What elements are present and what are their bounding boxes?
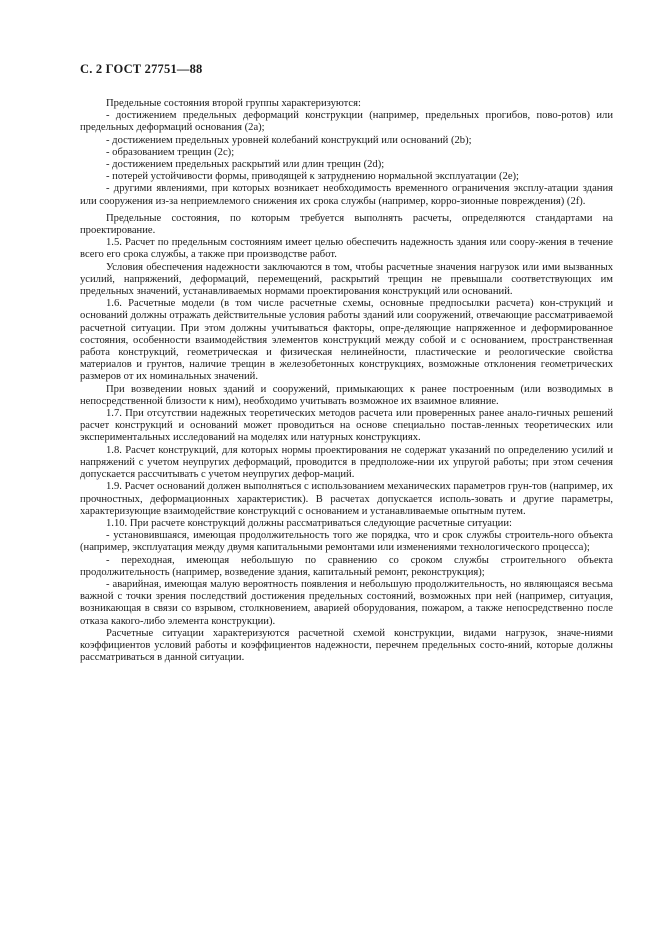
paragraph: - установившаяся, имеющая продолжительность того же порядка, что и срок службы строитель-ного объекта (например, эксплуатация между двумя капитальными ремонтами или изменениями технологического процесса); <box>80 530 613 554</box>
paragraph: Условия обеспечения надежности заключаются в том, чтобы расчетные значения нагрузок или ими вызванных усилий, напряжений, деформаций, перемещений, раскрытий трещин не превышали соответствующих им предельных значений, устанавливаемых нормами проектирования конструкций или оснований. <box>80 261 613 298</box>
paragraph: Предельные состояния второй группы характеризуются: <box>106 98 361 109</box>
paragraph: - достижением предельных уровней колебаний конструкций или оснований (2b); <box>106 134 472 146</box>
paragraph: 1.8. Расчет конструкций, для которых нормы проектирования не содержат указаний по определению усилий и напряжений с учетом неупругих деформаций, проводится в предположе-нии их упругой работы; при этом сечения допускается рассчитывать с учетом неупругих дефор-маций. <box>80 444 613 481</box>
paragraph: 1.7. При отсутствии надежных теоретических методов расчета или проверенных ранее анало-гичных решений расчет конструкций и оснований может проводиться на основе специально постав-ленных теоретических или экспериментальных исследований на моделях или натурных конструкциях. <box>80 408 613 444</box>
paragraph: 1.6. Расчетные модели (в том числе расчетные схемы, основные предпосылки расчета) кон-струкций и оснований должны отражать действительные условия работы зданий или сооружений, отвечающие рассматриваемой расчетной ситуации. При этом должны учитываться факторы, опре-деляющие напряженное и деформированное состояния, особенности взаимодействия элементов конструкций между собой и с основанием, пространственная работа конструкций, геометрическая и физическая нелинейности, пластические и реологические свойства материалов и грунтов, наличие трещин в железобетонных конструкциях, возможные отклонения геометрических размеров от их номинальных значений. <box>80 298 613 383</box>
paragraph: - аварийная, имеющая малую вероятность появления и небольшую продолжительность, но являющаяся весьма важной с точки зрения последствий достижения предельных состояний, возможных при ней (например, ситуация, возникающая в связи со взрывом, столкновением, аварией оборудования, пожаром, а также непосредственно после отказа какого-либо элемента конструкции). <box>80 578 613 627</box>
paragraph: 1.10. При расчете конструкций должны рассматриваться следующие расчетные ситуации: <box>106 517 512 529</box>
paragraph: - потерей устойчивости формы, приводящей к затруднению нормальной эксплуатации (2е); <box>106 171 519 183</box>
paragraph: - достижением предельных деформаций конструкции (например, предельных прогибов, пово-ротов) или предельных деформаций основания (2а); <box>80 110 613 134</box>
paragraph: При возведении новых зданий и сооружений, примыкающих к ранее построенным (или возводимых в непосредственной близости к ним), необходимо учитывать возможное их взаимное влияние. <box>80 383 613 407</box>
paragraph: - другими явлениями, при которых возникает необходимость временного ограничения эксплу-атации здания или сооружения из-за неприемлемого снижения их срока службы (например, корро-зионные повреждения) (2f). <box>80 183 613 207</box>
document-body <box>80 98 613 664</box>
paragraph: Предельные состояния, по которым требуется выполнять расчеты, определяются стандартами на проектирование. <box>80 212 613 237</box>
paragraph: - образованием трещин (2с); <box>106 146 235 158</box>
paragraph: - достижением предельных раскрытий или длин трещин (2d); <box>106 159 385 171</box>
paragraph: 1.5. Расчет по предельным состояниям имеет целью обеспечить надежность здания или соору-жения в течение всего его срока службы, а также при производстве работ. <box>80 237 613 261</box>
page-header: С. 2 ГОСТ 27751—88 <box>80 62 203 76</box>
paragraph: - переходная, имеющая небольшую по сравнению со сроком службы строительного объекта продолжительность (например, возведение здания, капитальный ремонт, реконструкция); <box>80 554 613 578</box>
paragraph: 1.9. Расчет оснований должен выполняться с использованием механических параметров грун-тов (например, их прочностных, деформационных характеристик). В расчетах допускается исполь-зовать и другие параметры, характеризующие взаимодействие конструкций с основанием и устанавливаемые опытным путем. <box>80 481 613 517</box>
paragraph: Расчетные ситуации характеризуются расчетной схемой конструкции, видами нагрузок, значе-ниями коэффициентов условий работы и коэффициентов надежности, перечнем предельных состо-яний, которые должны рассматриваться в данной ситуации. <box>80 627 613 664</box>
